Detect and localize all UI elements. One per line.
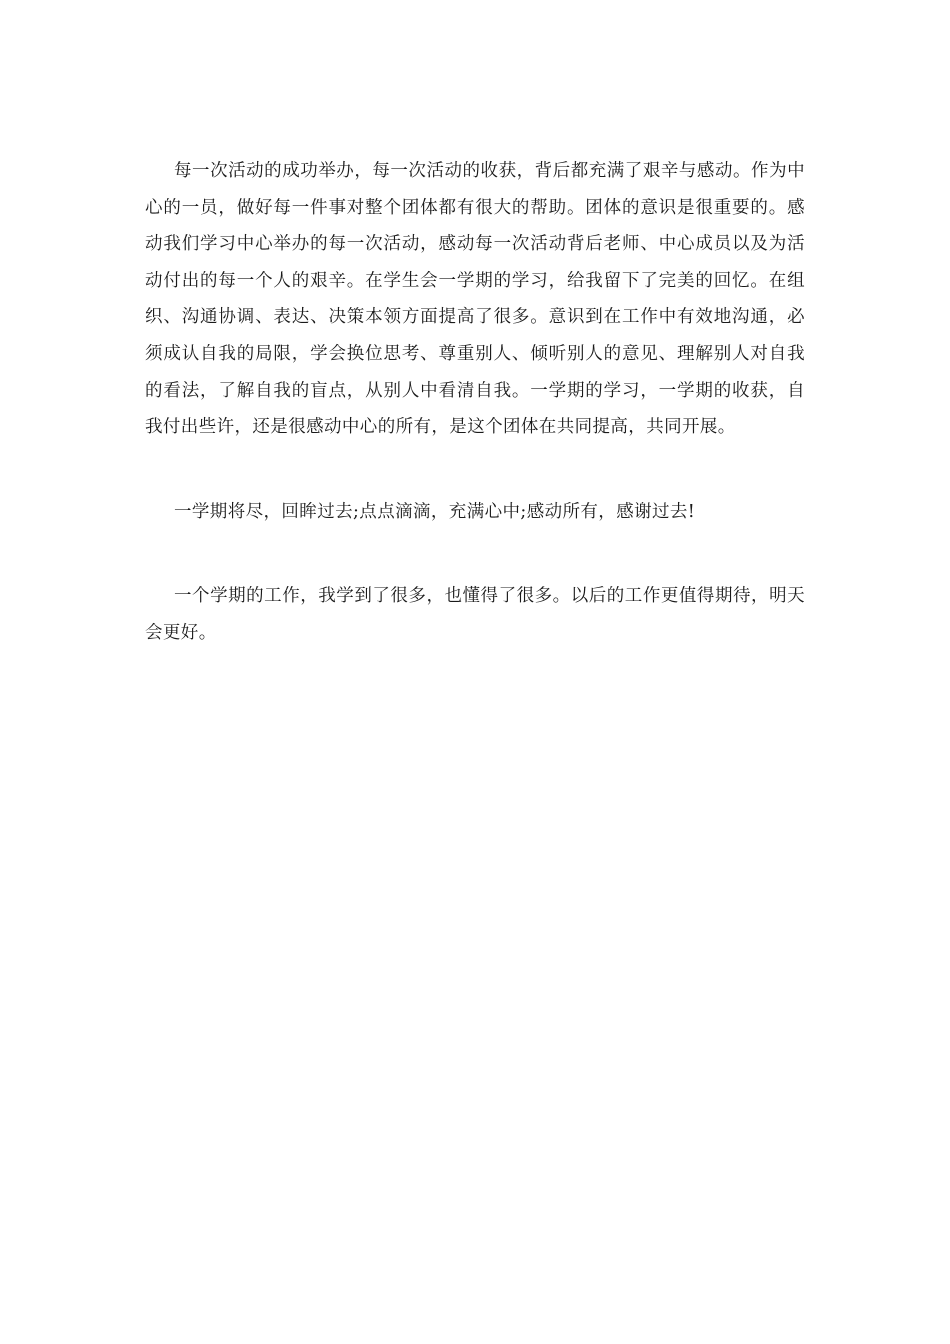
- paragraph-1: 每一次活动的成功举办，每一次活动的收获，背后都充满了艰辛与感动。作为中心的一员，做好每一件事对整个团体都有很大的帮助。团体的意识是很重要的。感动我们学习中心举办的每一次活动，感动每一次活动背后老师、中心成员以及为活动付出的每一个人的艰辛。在学生会一学期的学习，给我留下了完美的回忆。在组织、沟通协调、表达、决策本领方面提高了很多。意识到在工作中有效地沟通，必须成认自我的局限，学会换位思考、尊重别人、倾听别人的意见、理解别人对自我的看法，了解自我的盲点，从别人中看清自我。一学期的学习，一学期的收获，自我付出些许，还是很感动中心的所有，是这个团体在共同提高，共同开展。: [145, 161, 805, 438]
- paragraph-2: 一学期将尽，回眸过去;点点滴滴，充满心中;感动所有，感谢过去!: [174, 501, 696, 522]
- document-body: [145, 153, 805, 652]
- paragraph-3: 一个学期的工作，我学到了很多，也懂得了很多。以后的工作更值得期待，明天会更好。: [145, 586, 805, 643]
